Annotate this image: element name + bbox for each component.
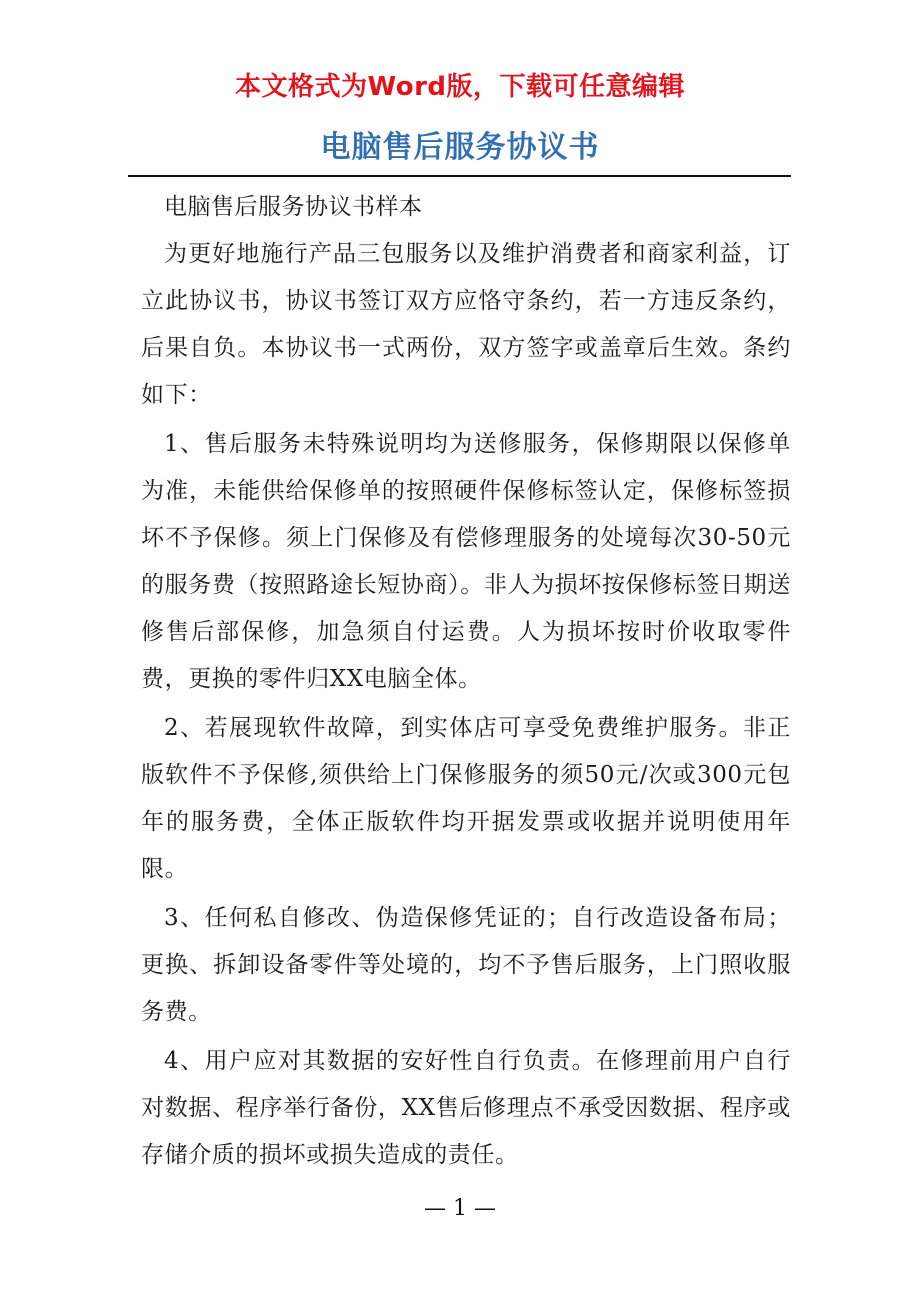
clause-3: 3、任何私自修改、伪造保修凭证的；自行改造设备布局；更换、拆卸设备零件等处境的，均不予售后服务，上门照收服务费。 bbox=[141, 905, 791, 1025]
clause-2: 2、若展现软件故障，到实体店可享受免费维护服务。非正版软件不予保修,须供给上门保修服务的须50元/次或300元包年的服务费，全体正版软件均开据发票或收据并说明使用年限。 bbox=[141, 715, 791, 882]
document-subtitle: 电脑售后服务协议书样本 bbox=[164, 194, 423, 220]
document-body bbox=[141, 184, 791, 1179]
intro-paragraph: 为更好地施行产品三包服务以及维护消费者和商家利益，订立此协议书，协议书签订双方应恪守条约，若一方违反条约，后果自负。本协议书一式两份，双方签字或盖章后生效。条约如下： bbox=[141, 241, 791, 408]
clause-4: 4、用户应对其数据的安好性自行负责。在修理前用户自行对数据、程序举行备份，XX售后修理点不承受因数据、程序或存储介质的损坏或损失造成的责任。 bbox=[141, 1048, 791, 1168]
clause-1: 1、售后服务未特殊说明均为送修服务，保修期限以保修单为准，未能供给保修单的按照硬件保修标签认定，保修标签损坏不予保修。须上门保修及有偿修理服务的处境每次30-50元的服务费（按照路途长短协商）。非人为损坏按保修标签日期送修售后部保修，加急须自付运费。人为损坏按时价收取零件费，更换的零件归XX电脑全体。 bbox=[141, 431, 791, 692]
format-notice: 本文格式为Word版，下载可任意编辑 bbox=[234, 72, 686, 102]
document-title: 电脑售后服务协议书 bbox=[320, 130, 600, 165]
page-number: — 1 — bbox=[424, 1196, 496, 1221]
title-divider bbox=[128, 175, 791, 177]
